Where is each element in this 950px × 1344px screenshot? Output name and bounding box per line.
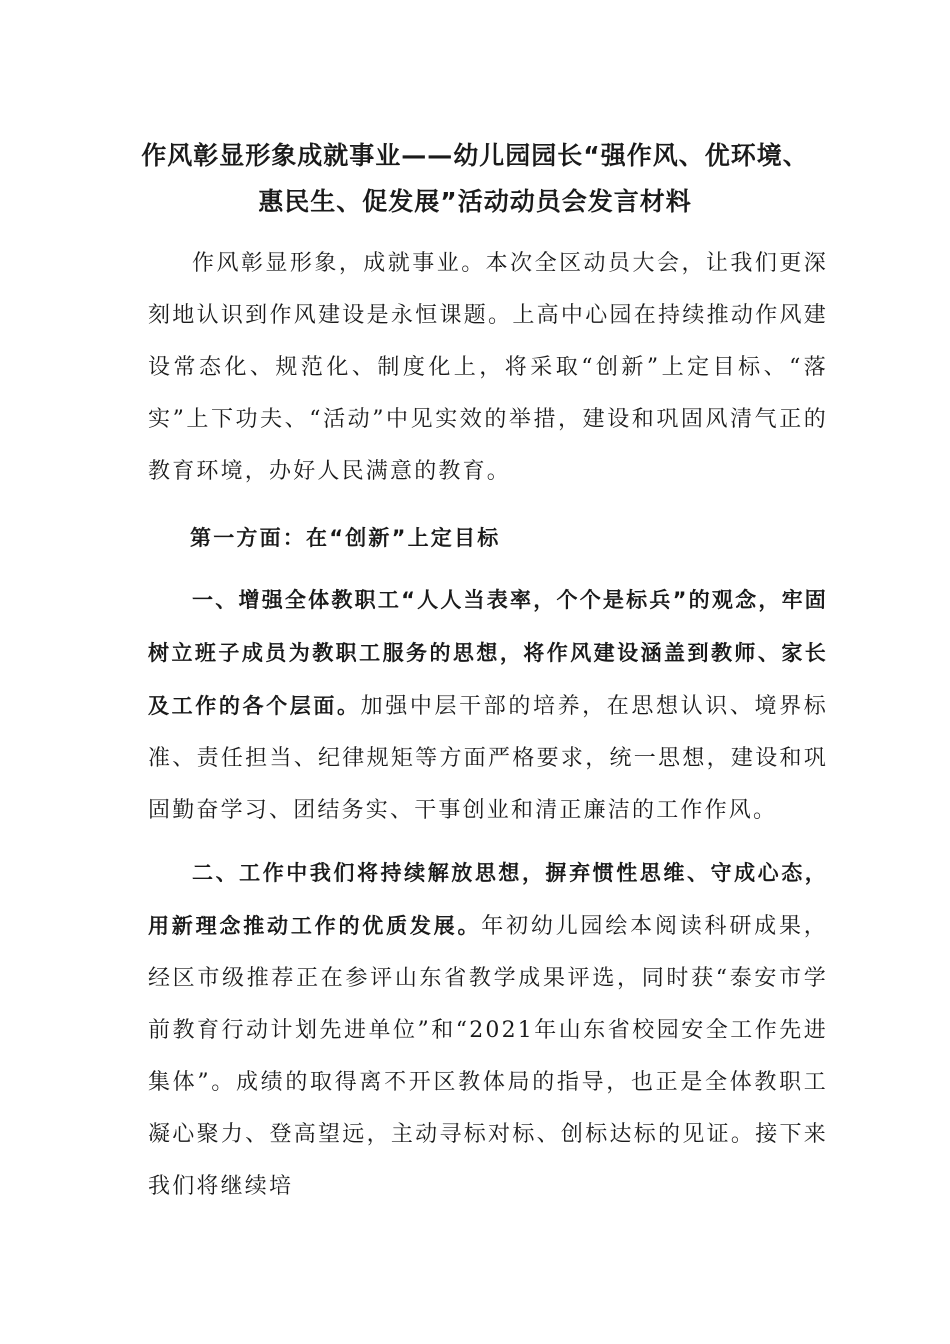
point-1-paragraph [148, 574, 828, 837]
document-title-line-1: 作风彰显形象成就事业——幼儿园园长“强作风、优环境、 [141, 141, 809, 170]
point-1-bold-text: 一、增强全体教职工“人人当表率，个个是标兵”的观念，牢固树立班子成员为教职工服务的思想，将作风建设涵盖到教师、家长及工作的各个层面。 [148, 588, 828, 718]
document-body [148, 238, 828, 1213]
point-2-paragraph [148, 847, 828, 1213]
point-2-bold-text: 二、工作中我们将持续解放思想，摒弃惯性思维、守成心态，用新理念推动工作的优质发展。 [148, 861, 828, 938]
point-1-body-text: 加强中层干部的培养，在思想认识、境界标准、责任担当、纪律规矩等方面严格要求，统一思想，建设和巩固勤奋学习、团结务实、干事创业和清正廉洁的工作作风。 [148, 694, 828, 823]
document-title-line-2: 惠民生、促发展”活动动员会发言材料 [258, 187, 692, 216]
section-heading: 第一方面：在“创新”上定目标 [190, 526, 501, 550]
point-2-body-text: 年初幼儿园绘本阅读科研成果，经区市级推荐正在参评山东省教学成果评选，同时获“泰安市学前教育行动计划先进单位”和“2021年山东省校园安全工作先进集体”。成绩的取得离不开区教体局的指导，也正是全体教职工凝心聚力、登高望远，主动寻标对标、创标达标的见证。接下来我们将继续培 [148, 914, 828, 1199]
intro-paragraph: 作风彰显形象，成就事业。本次全区动员大会，让我们更深刻地认识到作风建设是永恒课题。上高中心园在持续推动作风建设常态化、规范化、制度化上，将采取“创新”上定目标、“落实”上下功夫、“活动”中见实效的举措，建设和巩固风清气正的教育环境，办好人民满意的教育。 [148, 251, 828, 484]
